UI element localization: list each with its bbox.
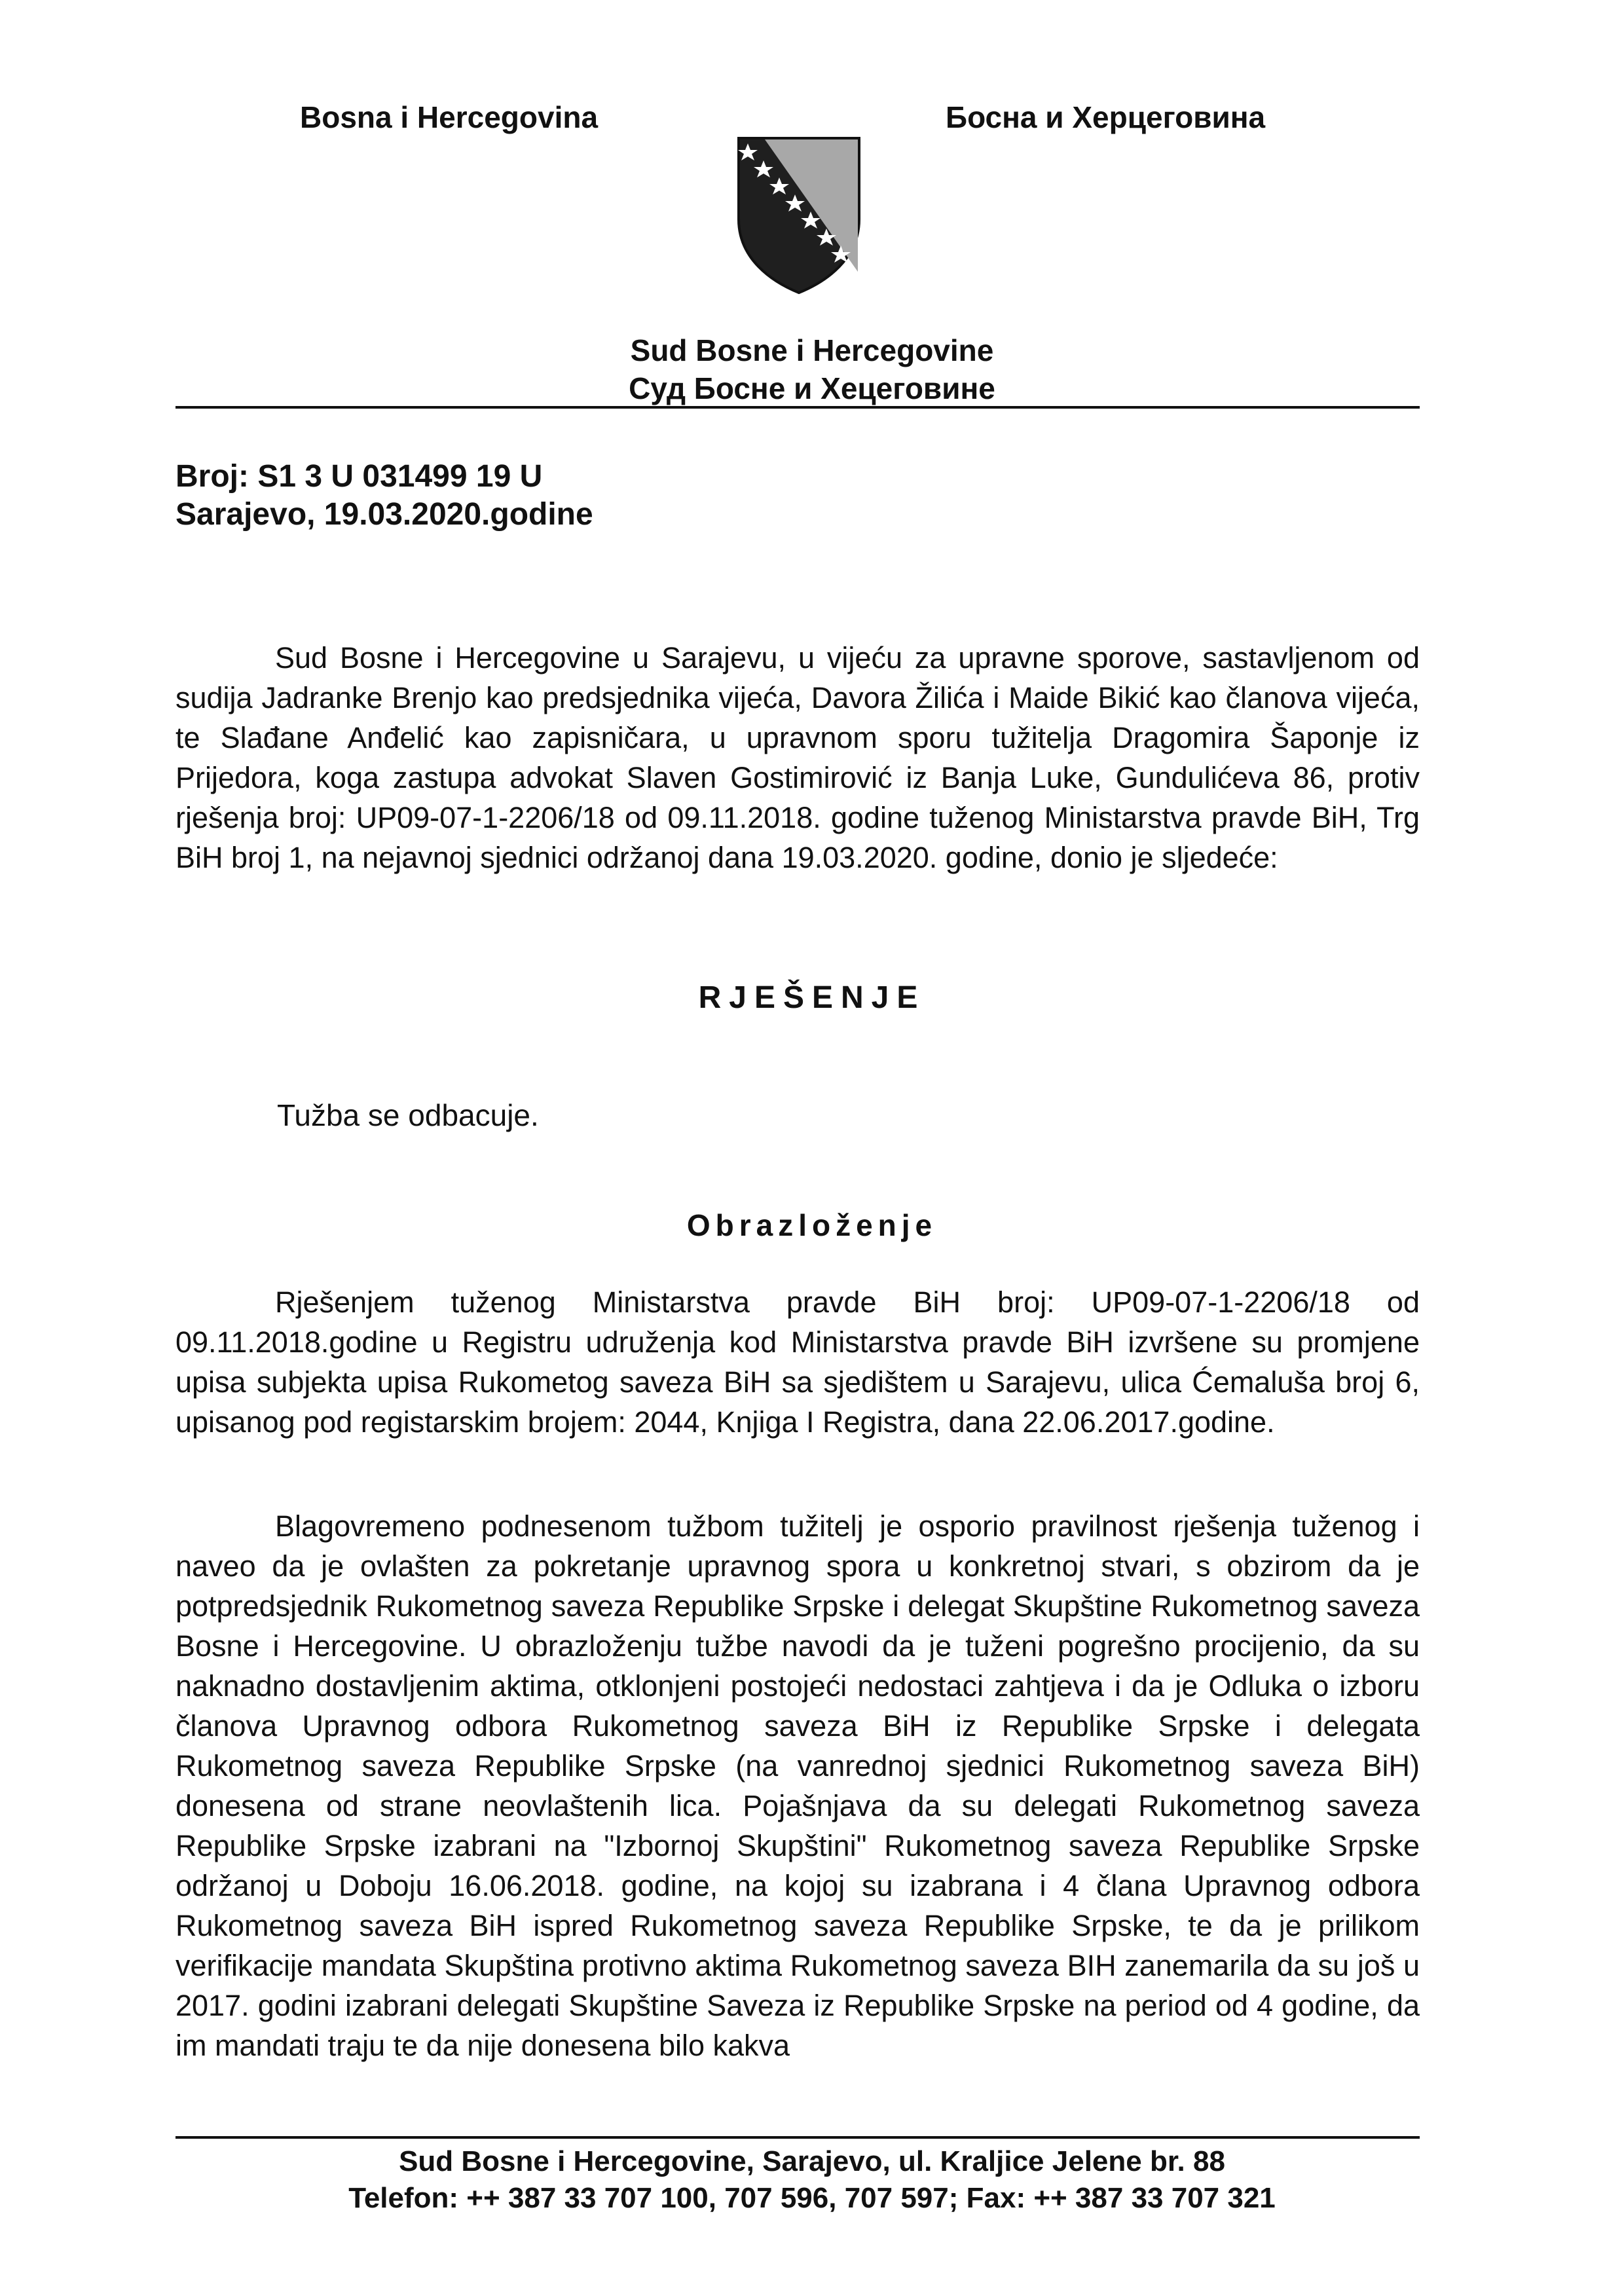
decision-title: RJEŠENJE: [698, 980, 926, 1015]
reasoning-paragraph-2: Blagovremeno podnesenom tužbom tužitelj je osporio pravilnost rješenja tuženog i naveo da je ovlašten za pokretanje upravnog spora u konkretnoj stvari, s obzirom da je potpredsjednik Rukometnog saveza Republike Srpske i delegat Skupštine Rukometnog saveza Bosne i Hercegovine. U obrazloženju tužbe navodi da je tuženi pogrešno procijenio, da su naknadno dostavljenim aktima, otklonjeni postojeći nedostaci zahtjeva i da je Odluka o izboru članova Upravnog odbora Rukometnog saveza BiH iz Republike Srpske i delegata Rukometnog saveza Republike Srpske (na vanrednoj sjednici Rukometnog saveza BiH) donesena od strane neovlaštenih lica. Pojašnjava da su delegati Rukometnog saveza Republike Srpske izabrani na "Izbornoj Skupštini" Rukometnog saveza Republike Srpske održanoj u Doboju 16.06.2018. godine, na kojoj su izabrana i 4 člana Upravnog odbora Rukometnog saveza BiH ispred Rukometnog saveza Republike Srpske, te da je prilikom verifikacije mandata Skupština protivno aktima Rukometnog saveza BIH zanemarila da su još u 2017. godini izabrani delegati Skupštine Saveza iz Republike Srpske na period od 4 godine, da im mandati traju te da nije donesena bilo kakva: [175, 1509, 1420, 2062]
country-name-cyrillic: Босна и Херцеговина: [946, 100, 1266, 134]
reasoning-paragraph-1: Rješenjem tuženog Ministarstva pravde BiH broj: UP09-07-1-2206/18 od 09.11.2018.godine u Registru udruženja kod Ministarstva pravde BiH izvršene su promjene upisa subjekta upisa Rukometog saveza BiH sa sjedištem u Sarajevu, ulica Ćemaluša broj 6, upisanog pod registarskim brojem: 2044, Knjiga I Registra, dana 22.06.2017.godine.: [175, 1285, 1420, 1439]
court-name-latin: Sud Bosne i Hercegovine: [630, 333, 994, 367]
footer-divider: [175, 2136, 1420, 2139]
country-name-latin: Bosna i Hercegovina: [300, 100, 599, 134]
intro-paragraph: Sud Bosne i Hercegovine u Sarajevu, u vijeću za upravne sporove, sastavljenom od sudija Jadranke Brenjo kao predsjednika vijeća, Davora Žilića i Maide Bikić kao članova vijeća, te Slađane Anđelić kao zapisničara, u upravnom sporu tužitelja Dragomira Šaponje iz Prijedora, koga zastupa advokat Slaven Gostimirović iz Banja Luke, Gundulićeva 86, protiv rješenja broj: UP09-07-1-2206/18 od 09.11.2018. godine tuženog Ministarstva pravde BiH, Trg BiH broj 1, na nejavnoj sjednici održanoj dana 19.03.2020. godine, donio je sljedeće:: [175, 641, 1420, 874]
footer-contact: Telefon: ++ 387 33 707 100, 707 596, 707 597; Fax: ++ 387 33 707 321: [348, 2182, 1276, 2214]
coat-of-arms-icon: [735, 134, 863, 295]
dispositive-text: Tužba se odbacuje.: [277, 1098, 539, 1132]
court-name-cyrillic: Суд Босне и Хецеговине: [629, 371, 995, 405]
reasoning-title: Obrazloženje: [686, 1208, 938, 1242]
header-divider: [175, 406, 1420, 409]
place-and-date: Sarajevo, 19.03.2020.godine: [175, 497, 593, 532]
case-number: Broj: S1 3 U 031499 19 U: [175, 459, 543, 494]
footer-address: Sud Bosne i Hercegovine, Sarajevo, ul. Kraljice Jelene br. 88: [399, 2145, 1225, 2177]
